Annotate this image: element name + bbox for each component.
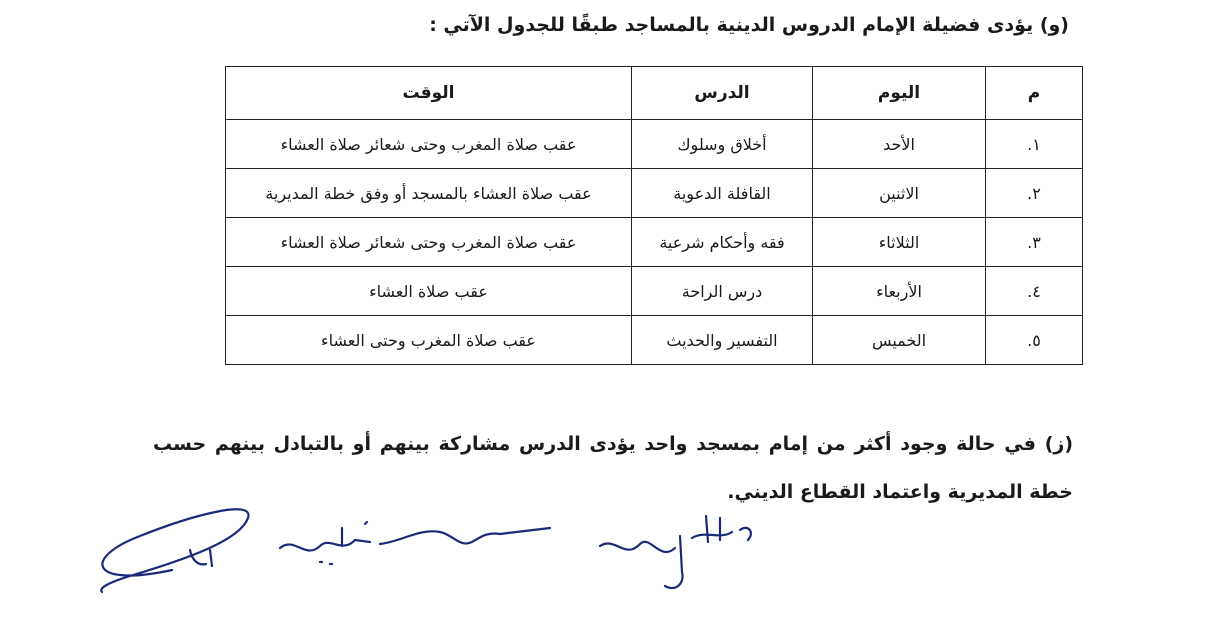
table-row xyxy=(226,218,1083,267)
table-row xyxy=(226,169,1083,218)
row-day: الثلاثاء xyxy=(813,218,986,267)
table-row xyxy=(226,316,1083,365)
row-lesson: درس الراحة xyxy=(632,267,813,316)
row-day: الخميس xyxy=(813,316,986,365)
row-lesson: أخلاق وسلوك xyxy=(632,120,813,169)
signature-right xyxy=(600,516,751,588)
row-lesson: فقه وأحكام شرعية xyxy=(632,218,813,267)
row-time: عقب صلاة العشاء xyxy=(226,267,632,316)
row-num: ١. xyxy=(986,120,1083,169)
header-num: م xyxy=(986,67,1083,120)
row-time: عقب صلاة المغرب وحتى شعائر صلاة العشاء xyxy=(226,120,632,169)
note-paragraph: (ز) في حالة وجود أكثر من إمام بمسجد واحد يؤدى الدرس مشاركة بينهم أو بالتبادل بينهم حسب خطة المديرية واعتماد القطاع الديني. xyxy=(153,433,1073,503)
table-row xyxy=(226,267,1083,316)
row-time: عقب صلاة المغرب وحتى العشاء xyxy=(226,316,632,365)
signature-left-loop xyxy=(101,509,248,592)
row-lesson: التفسير والحديث xyxy=(632,316,813,365)
header-day: اليوم xyxy=(813,67,986,120)
row-num: ٥. xyxy=(986,316,1083,365)
handwritten-signatures xyxy=(80,488,780,608)
row-time: عقب صلاة العشاء بالمسجد أو وفق خطة المديرية xyxy=(226,169,632,218)
signature-middle xyxy=(280,528,550,551)
row-num: ٣. xyxy=(986,218,1083,267)
row-lesson: القافلة الدعوية xyxy=(632,169,813,218)
header-time: الوقت xyxy=(226,67,632,120)
header-lesson: الدرس xyxy=(632,67,813,120)
lessons-table xyxy=(225,66,1083,365)
table-header-row xyxy=(226,67,1083,120)
row-num: ٤. xyxy=(986,267,1083,316)
section-heading: (و) يؤدى فضيلة الإمام الدروس الدينية بالمساجد طبقًا للجدول الآتي : xyxy=(429,14,1069,36)
table-row xyxy=(226,120,1083,169)
row-day: الأحد xyxy=(813,120,986,169)
row-day: الأربعاء xyxy=(813,267,986,316)
row-time: عقب صلاة المغرب وحتى شعائر صلاة العشاء xyxy=(226,218,632,267)
row-num: ٢. xyxy=(986,169,1083,218)
row-day: الاثنين xyxy=(813,169,986,218)
